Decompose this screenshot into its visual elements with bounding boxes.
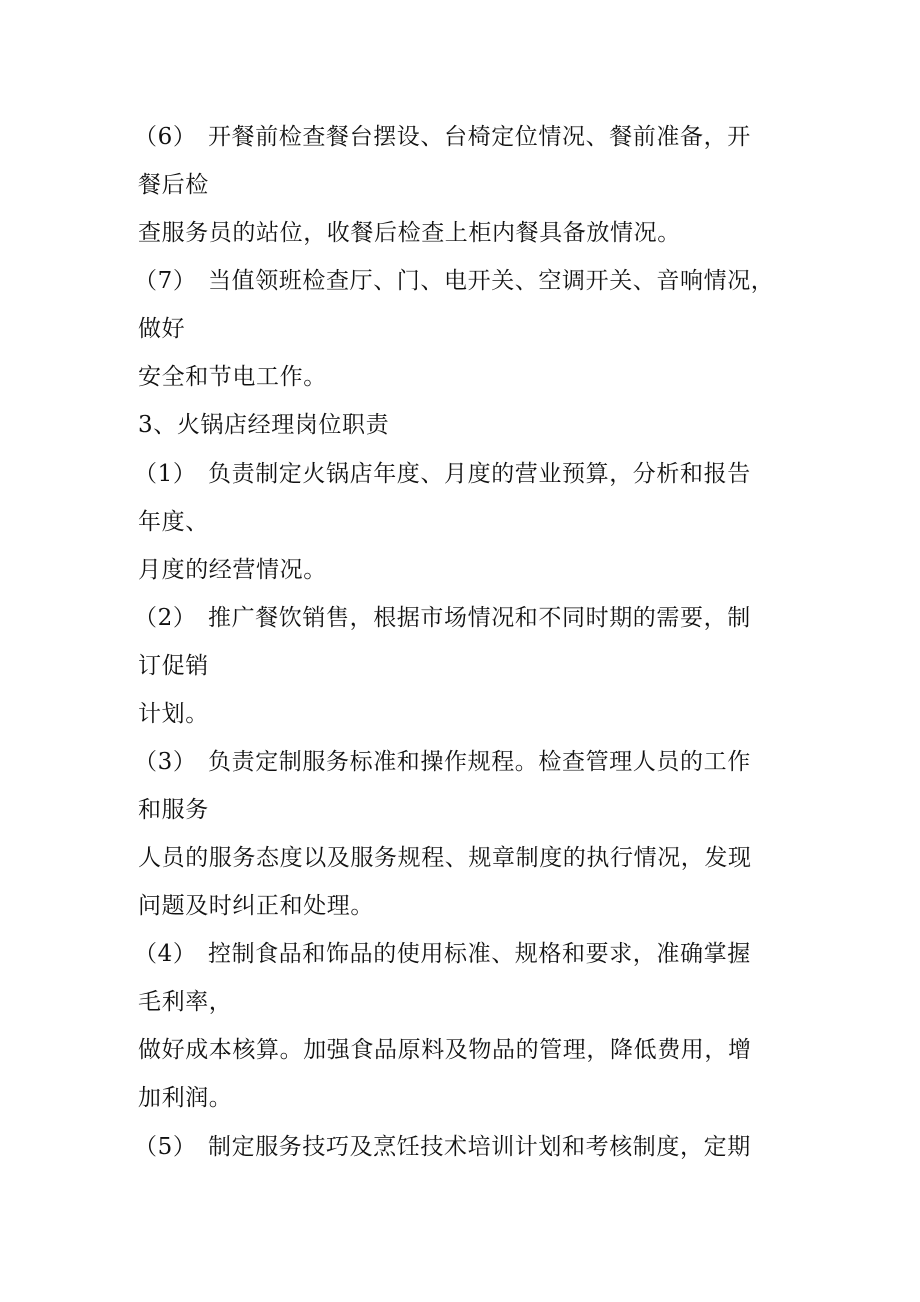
line-text: 控制食品和饰品的使用标准、规格和要求，准确掌握 [208,941,751,967]
line-text: 餐后检 [138,172,209,198]
heading-text: 3、火锅店经理岗位职责 [138,412,390,438]
line-text: 订促销 [138,653,209,679]
item-number: （6） [134,124,197,150]
line-text: 负责制定火锅店年度、月度的营业预算，分析和报告 [208,461,751,487]
line-text: 加利润。 [138,1085,233,1111]
duty-4-line-3 [138,1035,898,1065]
paragraph-6-line-3 [138,218,898,248]
line-text: 和服务 [138,797,209,823]
duty-4-line-4 [138,1083,898,1113]
duty-4-line-1 [134,939,898,969]
paragraph-6-line-2 [138,170,898,200]
line-text: 月度的经营情况。 [138,557,327,583]
duty-4-line-2 [138,987,898,1017]
line-text: 制定服务技巧及烹饪技术培训计划和考核制度，定期 [208,1134,751,1160]
item-number: （5） [134,1134,197,1160]
duty-1-line-2 [138,507,898,537]
line-text: 当值领班检查厅、门、电开关、空调开关、音响情况， [208,268,775,294]
duty-3-line-3 [138,843,898,873]
line-text: 做好 [138,316,186,342]
item-number: （1） [134,461,197,487]
duty-3-line-2 [138,795,898,825]
duty-1-line-1 [134,459,898,489]
line-text: 年度、 [138,509,209,535]
duty-2-line-1 [134,603,898,633]
section-heading [138,410,898,440]
line-text: 毛利率， [138,989,233,1015]
line-text: 安全和节电工作。 [138,364,327,390]
duty-2-line-3 [138,699,898,729]
duty-3-line-4 [138,891,898,921]
paragraph-6-line-1 [134,122,898,152]
paragraph-7-line-2 [138,314,898,344]
line-text: 推广餐饮销售，根据市场情况和不同时期的需要，制 [208,605,751,631]
item-number: （7） [134,268,197,294]
duty-1-line-3 [138,555,898,585]
item-number: （4） [134,941,197,967]
duty-2-line-2 [138,651,898,681]
item-number: （3） [134,749,197,775]
paragraph-7-line-1 [134,266,898,296]
line-text: 开餐前检查餐台摆设、台椅定位情况、餐前准备，开 [208,124,751,150]
duty-5-line-1 [134,1132,898,1162]
line-text: 做好成本核算。加强食品原料及物品的管理，降低费用，增 [138,1037,752,1063]
paragraph-7-line-3 [138,362,898,392]
line-text: 人员的服务态度以及服务规程、规章制度的执行情况，发现 [138,845,752,871]
line-text: 问题及时纠正和处理。 [138,893,374,919]
item-number: （2） [134,605,197,631]
line-text: 计划。 [138,701,209,727]
line-text: 查服务员的站位，收餐后检查上柜内餐具备放情况。 [138,220,681,246]
duty-3-line-1 [134,747,898,777]
line-text: 负责定制服务标准和操作规程。检查管理人员的工作 [208,749,751,775]
